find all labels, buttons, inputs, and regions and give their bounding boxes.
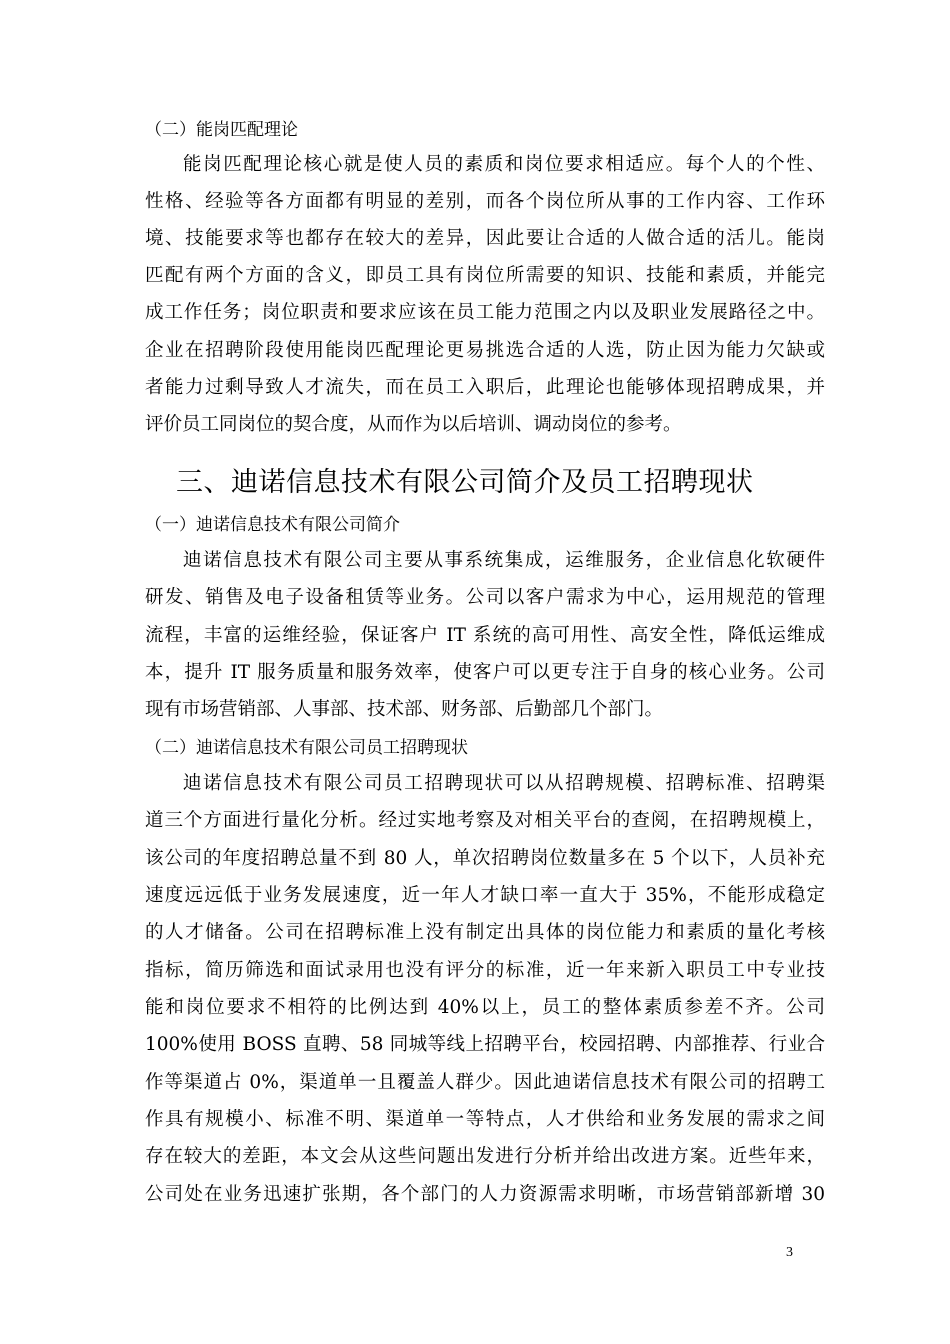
paragraph-line: 速度远远低于业务发展速度，近一年人才缺口率一直大于 35%，不能形成稳定 xyxy=(145,885,825,906)
paragraph-line: 迪诺信息技术有限公司主要从事系统集成，运维服务，企业信息化软硬件 xyxy=(183,550,825,571)
paragraph-line: 成工作任务；岗位职责和要求应该在员工能力范围之内以及职业发展路径之中。 xyxy=(145,302,825,323)
paragraph-line: 100%使用 BOSS 直聘、58 同城等线上招聘平台，校园招聘、内部推荐、行业合 xyxy=(145,1034,825,1055)
paragraph-line: 境、技能要求等也都存在较大的差异，因此要让合适的人做合适的活儿。能岗 xyxy=(145,228,825,249)
page-number: 3 xyxy=(786,1245,793,1260)
chapter-title: 三、迪诺信息技术有限公司简介及员工招聘现状 xyxy=(176,467,754,498)
subsection-heading-company-intro: （一）迪诺信息技术有限公司简介 xyxy=(145,515,400,535)
paragraph-line: 指标，简历筛选和面试录用也没有评分的标准，近一年来新入职员工中专业技 xyxy=(145,960,825,981)
paragraph-line: 该公司的年度招聘总量不到 80 人，单次招聘岗位数量多在 5 个以下，人员补充 xyxy=(145,848,825,869)
paragraph-line: 能和岗位要求不相符的比例达到 40%以上，员工的整体素质参差不齐。公司 xyxy=(145,997,825,1018)
paragraph-line: 评价员工同岗位的契合度，从而作为以后培训、调动岗位的参考。 xyxy=(145,414,682,435)
paragraph-line: 性格、经验等各方面都有明显的差别，而各个岗位所从事的工作内容、工作环 xyxy=(145,191,825,212)
paragraph-line: 存在较大的差距，本文会从这些问题出发进行分析并给出改进方案。近些年来， xyxy=(145,1146,825,1167)
paragraph-line: 者能力过剩导致人才流失，而在员工入职后，此理论也能够体现招聘成果，并 xyxy=(145,377,825,398)
subsection-heading-job-matching: （二）能岗匹配理论 xyxy=(145,120,298,140)
paragraph-line: 公司处在业务迅速扩张期，各个部门的人力资源需求明晰，市场营销部新增 30 xyxy=(145,1184,825,1205)
paragraph-line: 本，提升 IT 服务质量和服务效率，使客户可以更专注于自身的核心业务。公司 xyxy=(145,662,825,683)
paragraph-line: 企业在招聘阶段使用能岗匹配理论更易挑选合适的人选，防止因为能力欠缺或 xyxy=(145,340,825,361)
paragraph-line: 能岗匹配理论核心就是使人员的素质和岗位要求相适应。每个人的个性、 xyxy=(183,154,825,175)
paragraph-line: 研发、销售及电子设备租赁等业务。公司以客户需求为中心，运用规范的管理 xyxy=(145,587,825,608)
paragraph-line: 作等渠道占 0%，渠道单一且覆盖人群少。因此迪诺信息技术有限公司的招聘工 xyxy=(145,1072,825,1093)
paragraph-line: 流程，丰富的运维经验，保证客户 IT 系统的高可用性、高安全性，降低运维成 xyxy=(145,625,825,646)
paragraph-line: 作具有规模小、标准不明、渠道单一等特点，人才供给和业务发展的需求之间 xyxy=(145,1109,825,1130)
subsection-heading-recruitment-status: （二）迪诺信息技术有限公司员工招聘现状 xyxy=(145,738,468,758)
paragraph-line: 匹配有两个方面的含义，即员工具有岗位所需要的知识、技能和素质，并能完 xyxy=(145,265,825,286)
paragraph-line: 道三个方面进行量化分析。经过实地考察及对相关平台的查阅，在招聘规模上， xyxy=(145,810,825,831)
paragraph-line: 的人才储备。公司在招聘标准上没有制定出具体的岗位能力和素质的量化考核 xyxy=(145,922,825,943)
paragraph-line: 迪诺信息技术有限公司员工招聘现状可以从招聘规模、招聘标准、招聘渠 xyxy=(183,773,825,794)
paragraph-line: 现有市场营销部、人事部、技术部、财务部、后勤部几个部门。 xyxy=(145,699,664,720)
